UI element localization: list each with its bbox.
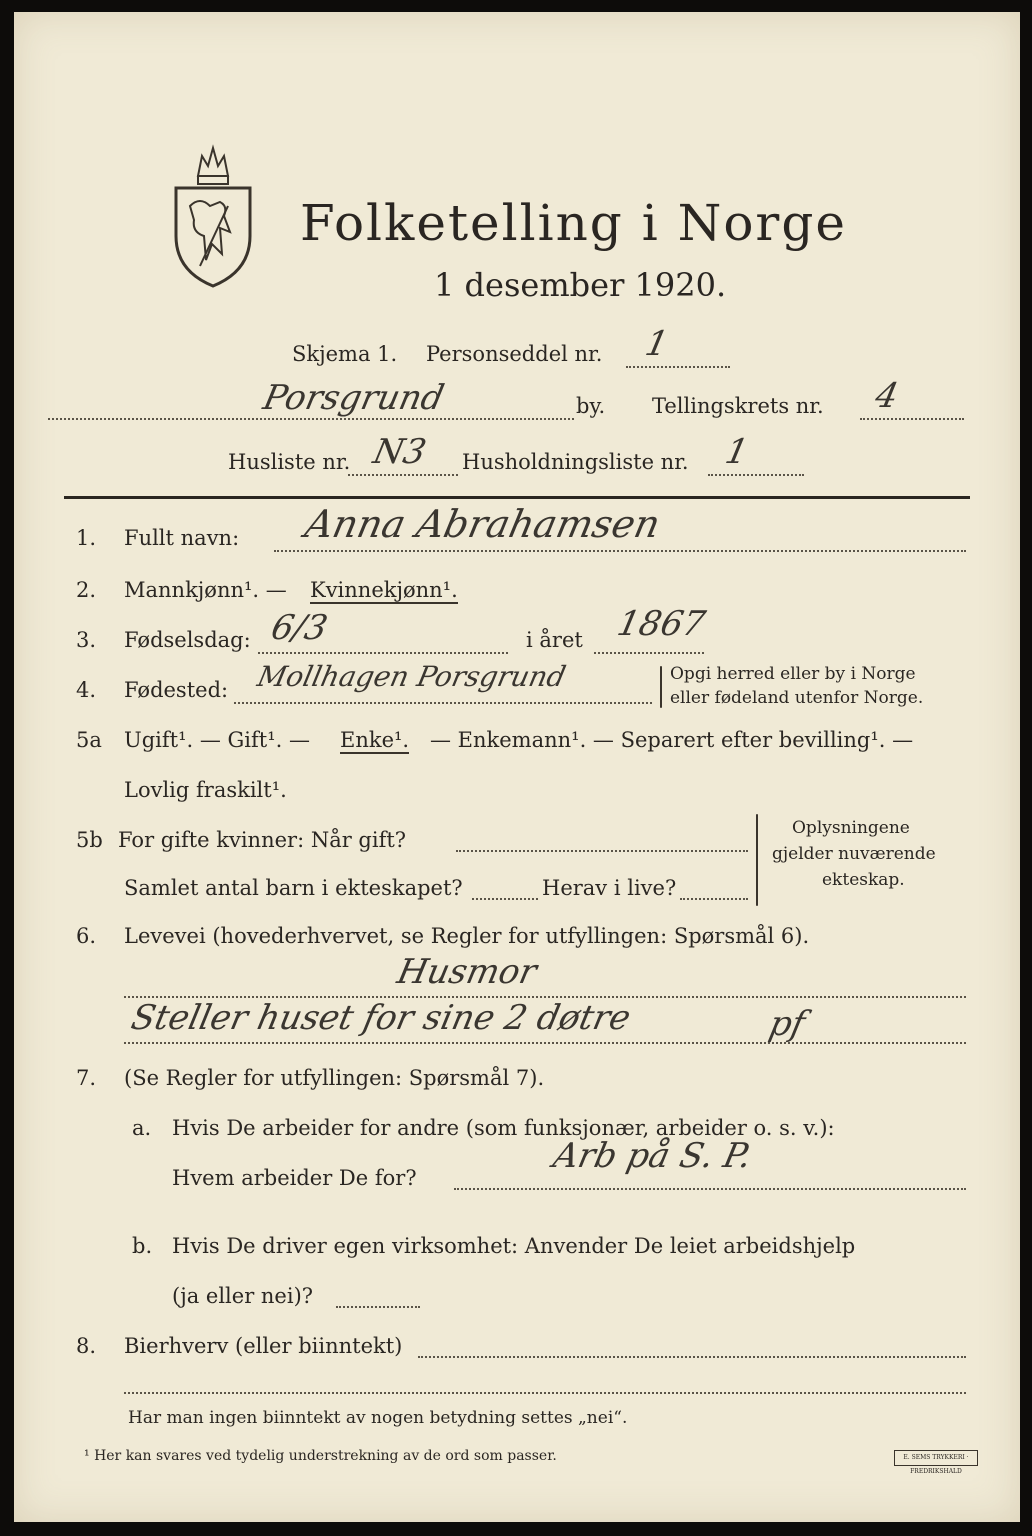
gender-male-option[interactable]: Mannkjønn¹. — (124, 578, 287, 602)
q4-brace (660, 666, 662, 708)
q7-number: 7. (76, 1066, 97, 1090)
personseddel-line (626, 366, 730, 368)
husliste-label: Husliste nr. (228, 450, 351, 474)
side-income-line2[interactable] (124, 1392, 966, 1394)
page-title: Folketelling i Norge (300, 194, 847, 252)
birthyear-value[interactable]: 1867 (613, 604, 709, 644)
q6-label: Levevei (hovederhvervet, se Regler for utfyllingen: Spørsmål 6). (124, 924, 810, 948)
birthplace-line (234, 702, 652, 704)
q4-label: Fødested: (124, 678, 229, 702)
q6-number: 6. (76, 924, 97, 948)
children-alive-label: Herav i live? (542, 876, 677, 900)
marital-divorced-option[interactable]: Lovlig fraskilt¹. (124, 778, 287, 802)
tellingskrets-line (860, 418, 964, 420)
census-form (14, 12, 1020, 1522)
printer-stamp: E. SEMS TRYKKERI · FREDRIKSHALD (894, 1450, 978, 1466)
coat-of-arms-icon (170, 136, 256, 288)
personseddel-value[interactable]: 1 (641, 324, 672, 364)
gender-female-option[interactable]: Kvinnekjønn¹. (310, 578, 458, 602)
q8-number: 8. (76, 1334, 97, 1358)
hired-help-line[interactable] (336, 1306, 420, 1308)
children-line[interactable] (472, 898, 538, 900)
city-line (48, 418, 574, 420)
footnote: ¹ Her kan svares ved tydelig understrekning av de ord som passer. (84, 1448, 557, 1464)
q1-label: Fullt navn: (124, 526, 240, 550)
by-label: by. (576, 394, 606, 418)
q1-number: 1. (76, 526, 97, 550)
q7-label: (Se Regler for utfyllingen: Spørsmål 7). (124, 1066, 545, 1090)
schema-label: Skjema 1. (292, 342, 398, 366)
husliste-value[interactable]: N3 (369, 432, 430, 472)
q4-number: 4. (76, 678, 97, 702)
birthday-line (258, 652, 508, 654)
side-income-line1[interactable] (418, 1356, 966, 1358)
husholdningsliste-value[interactable]: 1 (721, 432, 752, 472)
q2-number: 2. (76, 578, 97, 602)
q5b-brace (756, 814, 758, 906)
q4-note-line2: eller fødeland utenfor Norge. (670, 688, 924, 708)
q3-number: 3. (76, 628, 97, 652)
birthday-value[interactable]: 6/3 (267, 608, 331, 648)
occupation-line2 (124, 1042, 966, 1044)
q7a-number: a. (132, 1116, 152, 1140)
marital-widow-option[interactable]: Enke¹. (340, 728, 410, 752)
full-name-value[interactable]: Anna Abrahamsen (301, 502, 665, 546)
q7b-label: Hvis De driver egen virksomhet: Anvender De leiet arbeidshjelp (172, 1234, 856, 1258)
q4-note-line1: Opgi herred eller by i Norge (670, 664, 916, 684)
census-date: 1 desember 1920. (434, 266, 727, 304)
marital-options-a[interactable]: Ugift¹. — Gift¹. — (124, 728, 310, 752)
q7b-question: (ja eller nei)? (172, 1284, 314, 1308)
employer-line (454, 1188, 966, 1190)
q7a-label: Hvis De arbeider for andre (som funksjonær, arbeider o. s. v.): (172, 1116, 835, 1140)
q7a-question: Hvem arbeider De for? (172, 1166, 417, 1190)
header-divider (64, 496, 970, 499)
q5a-number: 5a (76, 728, 102, 752)
q5b-number: 5b (76, 828, 103, 852)
husholdningsliste-line (708, 474, 804, 476)
tellingskrets-label: Tellingskrets nr. (652, 394, 824, 418)
birthplace-value[interactable]: Mollhagen Porsgrund (254, 660, 569, 693)
q5b-label: For gifte kvinner: Når gift? (118, 828, 407, 852)
occupation-value1[interactable]: Husmor (393, 952, 541, 992)
q3-year-label: i året (526, 628, 583, 652)
children-alive-line[interactable] (680, 898, 748, 900)
q5b-note-line3: ekteskap. (822, 870, 905, 890)
q5b-note-line2: gjelder nuværende (772, 844, 936, 864)
tellingskrets-value[interactable]: 4 (871, 376, 902, 416)
birthyear-line (594, 652, 704, 654)
husholdningsliste-label: Husholdningsliste nr. (462, 450, 689, 474)
q3-label: Fødselsdag: (124, 628, 251, 652)
children-label: Samlet antal barn i ekteskapet? (124, 876, 463, 900)
marital-options-c[interactable]: — Enkemann¹. — Separert efter bevilling¹. — (430, 728, 914, 752)
husliste-line (348, 474, 458, 476)
married-when-line[interactable] (456, 850, 748, 852)
footer-note: Har man ingen biinntekt av nogen betydning settes „nei“. (128, 1408, 628, 1428)
checker-mark: pf (765, 1004, 809, 1044)
occupation-value2[interactable]: Steller huset for sine 2 døtre (127, 998, 635, 1038)
q1-line (274, 550, 966, 552)
city-value[interactable]: Porsgrund (259, 378, 448, 418)
personseddel-label: Personseddel nr. (426, 342, 603, 366)
q7b-number: b. (132, 1234, 153, 1258)
q8-label: Bierhverv (eller biinntekt) (124, 1334, 403, 1358)
employer-value[interactable]: Arb på S. P. (549, 1136, 755, 1176)
q5b-note-line1: Oplysningene (792, 818, 910, 838)
